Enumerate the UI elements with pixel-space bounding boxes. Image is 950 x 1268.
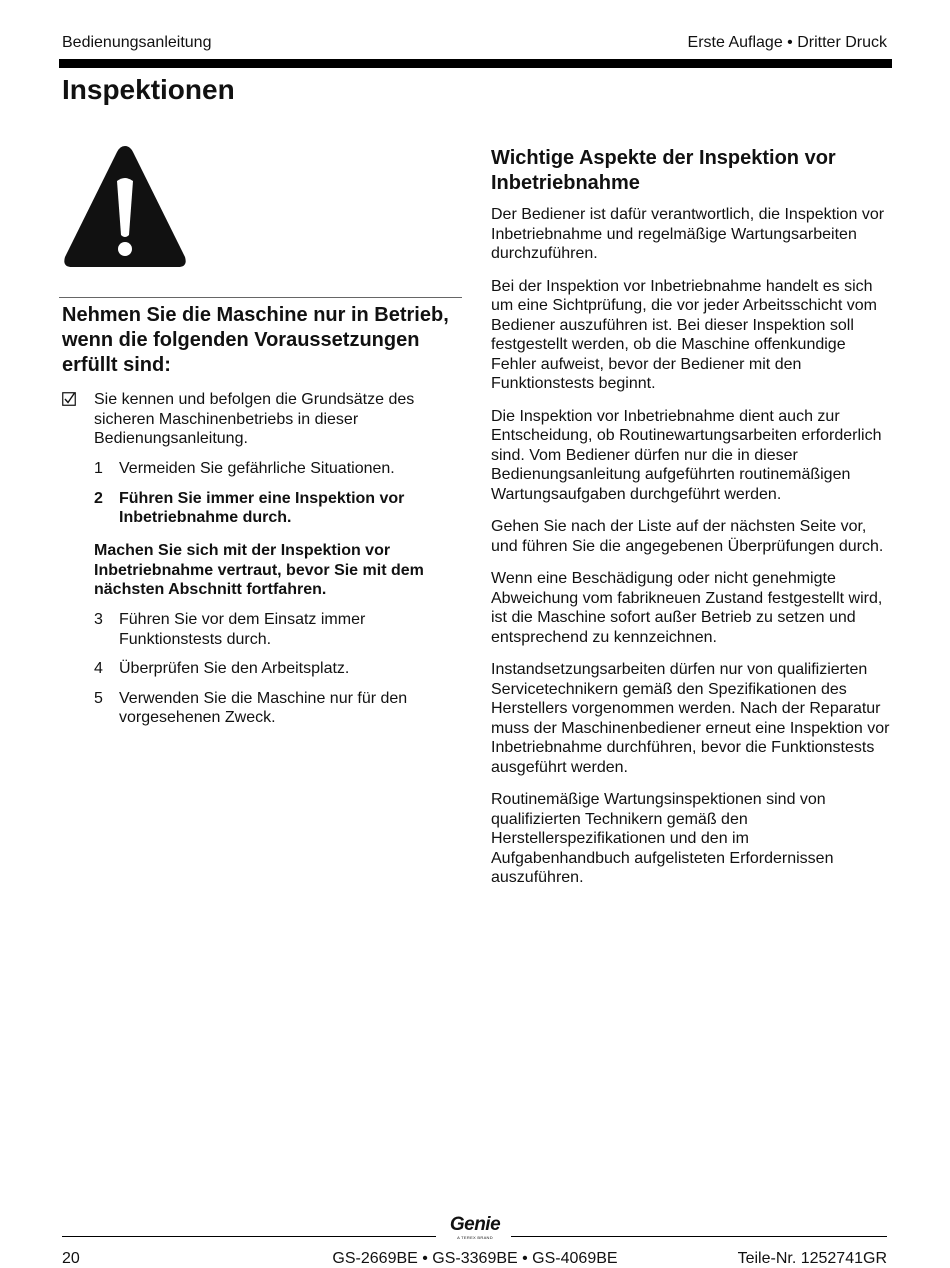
- prerequisites-heading: Nehmen Sie die Maschine nur in Betrieb, wenn die folgenden Voraussetzungen erfüllt sind:: [62, 304, 449, 376]
- list-item-number: 4: [94, 660, 103, 677]
- list-item: [94, 689, 454, 728]
- page-title: Inspektionen: [62, 74, 235, 105]
- checklist-item-text: Sie kennen und befolgen die Grundsätze des sicheren Maschinenbetriebs in dieser Bedienungsanleitung.: [94, 391, 415, 447]
- logo-subtext: A TEREX BRAND: [457, 1235, 493, 1240]
- genie-logo: [440, 1215, 510, 1245]
- header-manual-title: Bedienungsanleitung: [62, 34, 212, 51]
- paragraph: Gehen Sie nach der Liste auf der nächsten Seite vor, und führen Sie die angegebenen Überprüfungen durch.: [491, 518, 884, 555]
- list-item-text: Vermeiden Sie gefährliche Situationen.: [119, 460, 395, 477]
- list-item: [94, 659, 454, 679]
- checklist-item: [62, 390, 452, 449]
- paragraph: Routinemäßige Wartungsinspektionen sind von qualifizierten Technikern gemäß den Herstellerspezifikationen und den im Aufgabenhandbuch aufgelisteten Erfordernissen auszuführen.: [491, 791, 834, 886]
- paragraph: Wenn eine Beschädigung oder nicht genehmigte Abweichung vom fabrikneuen Zustand festgestellt wird, ist die Maschine sofort außer Betrieb zu setzen und entsprechend zu kennzeichnen.: [491, 570, 883, 646]
- numbered-list-a: [94, 459, 454, 538]
- footer-rule-left: [62, 1236, 436, 1237]
- paragraph: Instandsetzungsarbeiten dürfen nur von qualifizierten Servicetechnikern gemäß den Spezifikationen des Herstellers vorgenommen werden. Nach der Reparatur muss der Maschinenbediener erneut eine Inspektion vor Inbetriebnahme durchführen, bevor die Funktionstests ausgeführt werden.: [491, 661, 890, 776]
- numbered-list-b: [94, 610, 454, 738]
- logo-text: Genie: [449, 1214, 501, 1235]
- inspection-aspects-column: [491, 146, 891, 901]
- list-item: [94, 610, 454, 649]
- list-item: [94, 489, 454, 528]
- paragraph: Der Bediener ist dafür verantwortlich, die Inspektion vor Inbetriebnahme und regelmäßige Wartungsarbeiten durchzuführen.: [491, 206, 885, 262]
- list-item-number: 2: [94, 489, 103, 507]
- list-item-number: 5: [94, 689, 103, 707]
- paragraph: Bei der Inspektion vor Inbetriebnahme handelt es sich um eine Sichtprüfung, die vor jeder Arbeitsschicht vom Bediener auszuführen ist. Bei dieser Inspektion soll festgestellt werden, ob die Maschine offenkundige Fehler aufweist, bevor der Bediener mit den Funktionstests beginnt.: [491, 277, 877, 392]
- footer-rule-right: [511, 1236, 887, 1237]
- header-rule: [59, 59, 892, 68]
- footer-models: GS-2669BE • GS-3369BE • GS-4069BE: [332, 1250, 618, 1267]
- list-item-text: Überprüfen Sie den Arbeitsplatz.: [119, 660, 350, 677]
- list-item-number: 3: [94, 611, 103, 628]
- list-item-text: Verwenden Sie die Maschine nur für den vorgesehenen Zweck.: [119, 689, 408, 726]
- list-item-text: Führen Sie immer eine Inspektion vor Inbetriebnahme durch.: [119, 489, 405, 526]
- list-item-text: Führen Sie vor dem Einsatz immer Funktionstests durch.: [119, 611, 366, 648]
- footer-part-number: Teile-Nr. 1252741GR: [737, 1250, 887, 1267]
- header-edition: Erste Auflage • Dritter Druck: [687, 34, 887, 51]
- paragraph: Die Inspektion vor Inbetriebnahme dient auch zur Entscheidung, ob Routinewartungsarbeiten erforderlich sind. Vom Bediener dürfen nur die in dieser Bedienungsanleitung aufgeführten routinemäßigen Wartungsaufgaben durchgeführt werden.: [491, 407, 882, 503]
- page-number: 20: [62, 1250, 80, 1267]
- inspection-aspects-heading: Wichtige Aspekte der Inspektion vor Inbetriebnahme: [491, 147, 836, 194]
- list-item-number: 1: [94, 460, 103, 477]
- checkbox-checked-icon: [62, 392, 76, 406]
- warning-triangle-icon: [62, 143, 188, 269]
- warning-symbol-area: [62, 143, 462, 269]
- bold-note: Machen Sie sich mit der Inspektion vor Inbetriebnahme vertraut, bevor Sie mit dem nächsten Abschnitt fortfahren.: [94, 542, 424, 598]
- list-item: [94, 459, 454, 479]
- section-divider: [59, 297, 462, 298]
